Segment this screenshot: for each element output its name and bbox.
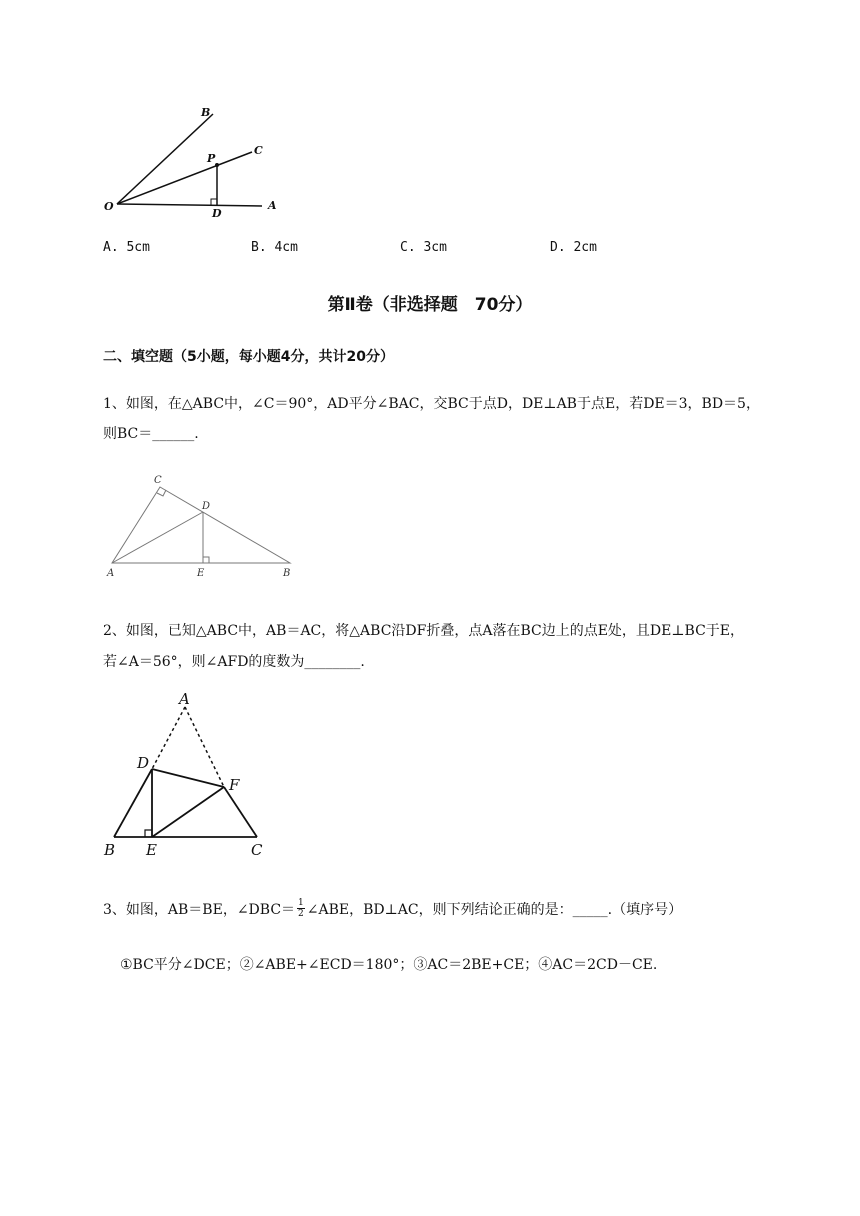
q1-label-c: C <box>154 475 162 486</box>
q1-label-d: D <box>202 501 211 512</box>
ray-ob <box>117 114 213 204</box>
right-angle-e <box>203 557 209 563</box>
segment-bd <box>114 769 152 837</box>
label-d: D <box>212 207 222 220</box>
q2-label-b: B <box>104 841 116 859</box>
q1-label-b: B <box>283 568 291 579</box>
q3-line2: ①BC平分∠DCE；②∠ABE+∠ECD＝180°；③AC＝2BE+CE；④AC＝2CD－CE. <box>120 957 658 973</box>
q2-label-a: A <box>179 693 190 708</box>
q1-label-a: A <box>107 568 115 579</box>
right-angle-e <box>145 830 152 837</box>
right-angle-mark <box>211 199 217 205</box>
q2-label-f: F <box>229 776 240 794</box>
figure-q1-triangle <box>100 470 300 582</box>
ray-oa <box>117 204 262 206</box>
q1-label-e: E <box>197 568 205 579</box>
ray-oc <box>117 152 252 204</box>
q1-line1: 1、如图，在△ABC中，∠C＝90°，AD平分∠BAC，交BC于点D，DE⊥AB于点E，若DE＝3，BD＝5， <box>103 396 760 412</box>
q2-label-c: C <box>251 841 263 859</box>
right-angle-c <box>157 490 166 496</box>
section-title: 第Ⅱ卷（非选择题 70分） <box>327 295 533 315</box>
q3-line1 <box>103 898 682 919</box>
section-heading: 二、填空题（5小题，每小题4分，共计20分） <box>103 349 394 365</box>
segment-fc <box>224 787 257 837</box>
fraction-denominator: 2 <box>298 909 304 919</box>
label-c: C <box>254 144 263 157</box>
figure-q2-fold <box>95 693 280 863</box>
q1-line2: 则BC＝______. <box>103 426 199 442</box>
q3-fraction <box>297 898 305 919</box>
q2-label-e: E <box>146 841 157 859</box>
q2-label-d: D <box>137 754 150 772</box>
segment-df <box>152 769 224 787</box>
label-a: A <box>268 199 277 212</box>
choice-b[interactable]: B. 4cm <box>251 240 298 255</box>
label-p: P <box>207 152 216 165</box>
point-p <box>215 163 219 167</box>
segment-ad <box>112 512 203 563</box>
segment-ef <box>152 787 224 837</box>
q3-text-before: 3、如图，AB＝BE，∠DBC＝ <box>103 901 296 918</box>
choice-d[interactable]: D. 2cm <box>550 240 597 255</box>
label-o: O <box>104 200 114 213</box>
q2-line2: 若∠A＝56°，则∠AFD的度数为________. <box>103 654 365 670</box>
dashed-ad <box>152 707 185 769</box>
q3-text-after: ∠ABE，BD⊥AC，则下列结论正确的是：_____.（填序号） <box>306 901 683 918</box>
choice-a[interactable]: A. 5cm <box>103 240 150 255</box>
figure-angle-bisector <box>95 100 295 225</box>
q2-line1: 2、如图，已知△ABC中，AB＝AC，将△ABC沿DF折叠，点A落在BC边上的点E处，且DE⊥BC于E， <box>103 623 745 639</box>
choice-c[interactable]: C. 3cm <box>400 240 447 255</box>
label-b: B <box>201 106 211 119</box>
triangle-abc <box>112 487 290 563</box>
fraction-numerator: 1 <box>298 898 304 908</box>
dashed-af <box>185 707 224 787</box>
